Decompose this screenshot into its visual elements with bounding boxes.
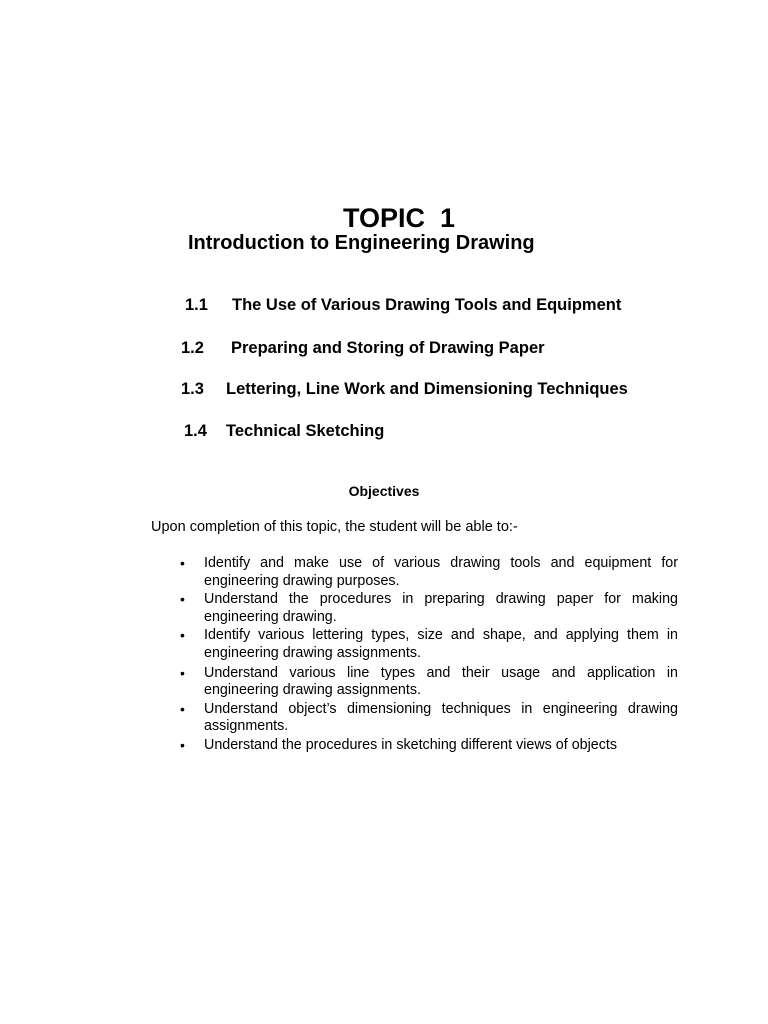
intro-text: Upon completion of this topic, the student will be able to:- bbox=[151, 519, 518, 535]
subtopic-title: Preparing and Storing of Drawing Paper bbox=[231, 339, 545, 357]
list-item bbox=[180, 591, 678, 626]
list-item bbox=[180, 627, 678, 662]
bullet-icon: • bbox=[180, 627, 185, 644]
objective-text: Understand the procedures in preparing drawing paper for making engineering drawing. bbox=[204, 591, 678, 625]
bullet-icon: • bbox=[180, 591, 185, 608]
subtopic-number: 1.3 bbox=[181, 380, 204, 398]
subtopic-title: Lettering, Line Work and Dimensioning Techniques bbox=[226, 380, 628, 398]
list-item bbox=[180, 737, 678, 755]
bullet-icon: • bbox=[180, 555, 185, 571]
list-item bbox=[180, 555, 678, 590]
subtopic-1 bbox=[0, 296, 768, 318]
subtopic-number: 1.1 bbox=[185, 296, 208, 314]
bullet-icon: • bbox=[180, 736, 185, 753]
subtopic-number: 1.4 bbox=[184, 422, 207, 440]
objective-text: Understand various line types and their usage and application in engineering drawing assignments. bbox=[204, 664, 678, 699]
objectives-list bbox=[180, 555, 678, 756]
subtopic-title: Technical Sketching bbox=[226, 422, 385, 440]
bullet-icon: • bbox=[180, 664, 185, 681]
main-heading: Introduction to Engineering Drawing bbox=[188, 232, 535, 254]
subtopic-4 bbox=[0, 422, 768, 444]
objective-text: Understand the procedures in sketching different views of objects bbox=[204, 736, 617, 753]
list-item bbox=[180, 665, 678, 700]
objective-text: Identify various lettering types, size and shape, and applying them in engineering drawing assignments. bbox=[204, 627, 678, 661]
objective-text: Understand object’s dimensioning techniques in engineering drawing assignments. bbox=[204, 700, 678, 735]
objectives-heading-text: Objectives bbox=[348, 483, 420, 499]
subtopic-title: The Use of Various Drawing Tools and Equipment bbox=[232, 296, 622, 314]
list-item bbox=[180, 701, 678, 736]
objective-text: Identify and make use of various drawing tools and equipment for engineering drawing purposes. bbox=[204, 555, 678, 589]
subtopic-3 bbox=[0, 380, 768, 402]
subtopic-2 bbox=[0, 339, 768, 361]
bullet-icon: • bbox=[180, 700, 185, 717]
objectives-heading bbox=[0, 483, 768, 499]
subtopic-number: 1.2 bbox=[181, 339, 204, 357]
topic-title-text: TOPIC 1 bbox=[342, 203, 456, 233]
